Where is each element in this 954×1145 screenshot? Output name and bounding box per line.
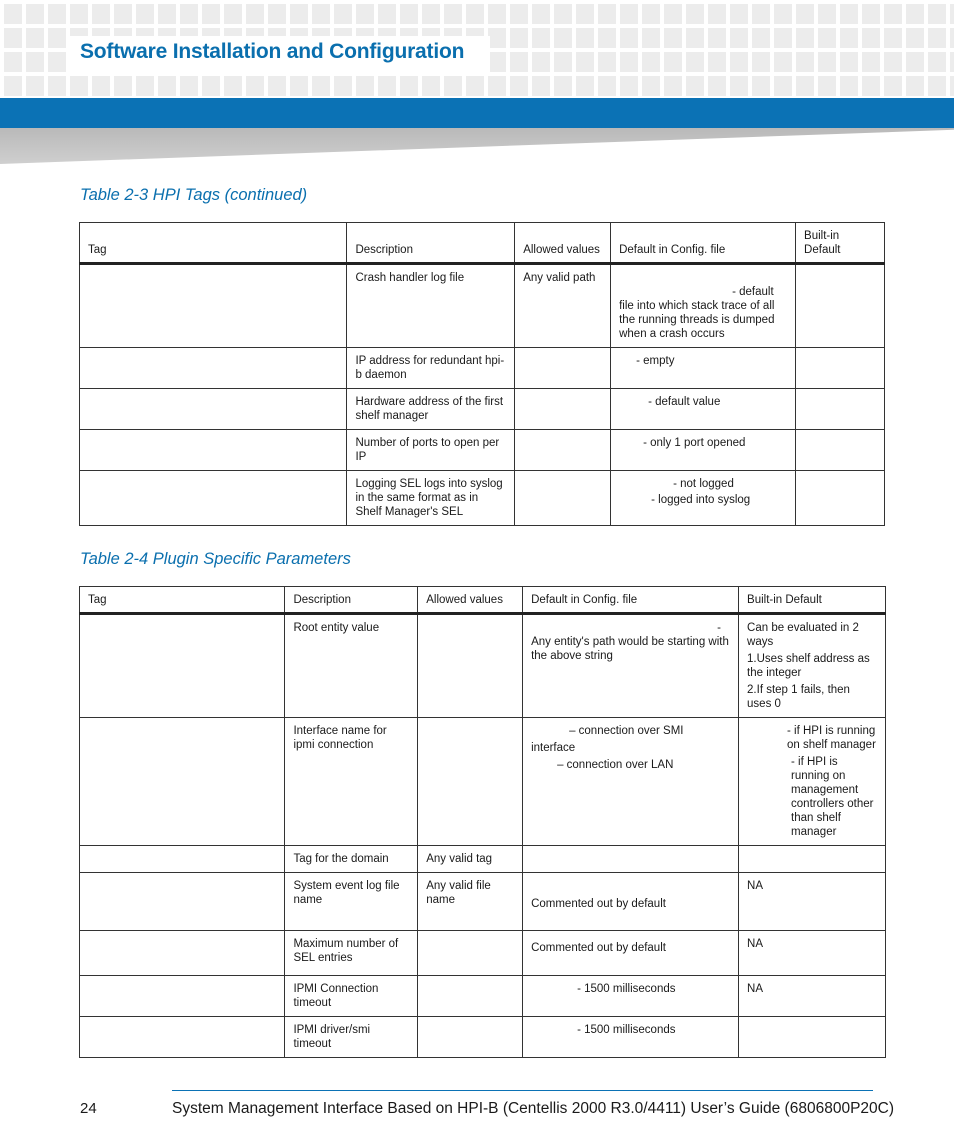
default-config-cell-line: – connection over SMI bbox=[569, 725, 684, 737]
builtin-default-cell-line: NA bbox=[747, 938, 764, 950]
allowed-values-cell bbox=[418, 614, 523, 718]
builtin-default-cell bbox=[796, 348, 885, 389]
table-row bbox=[80, 264, 885, 348]
allowed-values-cell: Any valid file name bbox=[418, 873, 523, 931]
builtin-default-cell-line bbox=[747, 1023, 877, 1037]
description-cell: System event log file name bbox=[285, 873, 418, 931]
default-config-cell bbox=[611, 471, 796, 526]
tag-cell bbox=[80, 614, 285, 718]
tag-cell bbox=[80, 718, 285, 846]
builtin-default-cell-line: NA bbox=[747, 983, 764, 995]
description-cell: IPMI Connection timeout bbox=[285, 976, 418, 1017]
builtin-default-cell-line: - if HPI is running on management controllers other than shelf manager bbox=[791, 756, 874, 838]
default-config-cell bbox=[611, 430, 796, 471]
default-config-cell-line: - logged into syslog bbox=[651, 494, 751, 506]
builtin-default-cell bbox=[739, 976, 886, 1017]
tag-cell bbox=[80, 264, 347, 348]
table-row bbox=[80, 430, 885, 471]
table1-header-builtin: Built-in Default bbox=[796, 223, 885, 264]
description-cell: Root entity value bbox=[285, 614, 418, 718]
default-config-cell bbox=[611, 389, 796, 430]
tag-cell bbox=[80, 931, 285, 976]
tag-cell bbox=[80, 389, 347, 430]
allowed-values-cell bbox=[418, 718, 523, 846]
builtin-default-cell-line: 2.If step 1 fails, then uses 0 bbox=[747, 684, 850, 710]
builtin-default-cell bbox=[739, 931, 886, 976]
builtin-default-cell-line bbox=[747, 852, 877, 866]
table2-header-default: Default in Config. file bbox=[523, 587, 739, 614]
default-config-cell-line bbox=[531, 879, 730, 897]
default-config-cell-line: - 1500 milliseconds bbox=[577, 983, 676, 995]
builtin-default-cell bbox=[739, 614, 886, 718]
tag-cell bbox=[80, 348, 347, 389]
default-config-cell bbox=[523, 976, 739, 1017]
page-number: 24 bbox=[80, 1100, 97, 1117]
default-config-cell bbox=[611, 348, 796, 389]
description-cell: IP address for redundant hpi-b daemon bbox=[347, 348, 515, 389]
footer-document-title: System Management Interface Based on HPI-B (Centellis 2000 R3.0/4411) User’s Guide (6806800P20C) bbox=[172, 1100, 894, 1117]
hpi-tags-table bbox=[79, 222, 885, 526]
table-row bbox=[80, 348, 885, 389]
default-config-cell-line: file into which stack trace of all bbox=[619, 300, 775, 312]
description-cell: Number of ports to open per IP bbox=[347, 430, 515, 471]
table-row bbox=[80, 389, 885, 430]
table-row bbox=[80, 931, 886, 976]
builtin-default-cell bbox=[796, 471, 885, 526]
allowed-values-cell bbox=[515, 348, 611, 389]
allowed-values-cell bbox=[418, 1017, 523, 1058]
tag-cell bbox=[80, 846, 285, 873]
table-row bbox=[80, 614, 886, 718]
table2-header-description: Description bbox=[285, 587, 418, 614]
default-config-cell-line: Commented out by default bbox=[531, 942, 666, 954]
table2-header-builtin: Built-in Default bbox=[739, 587, 886, 614]
builtin-default-cell bbox=[739, 718, 886, 846]
builtin-default-cell bbox=[739, 1017, 886, 1058]
builtin-default-cell bbox=[796, 430, 885, 471]
default-config-cell-line: - 1500 milliseconds bbox=[577, 1024, 676, 1036]
tag-cell bbox=[80, 873, 285, 931]
table1-header-default: Default in Config. file bbox=[611, 223, 796, 264]
tag-cell bbox=[80, 1017, 285, 1058]
default-config-cell-line: interface bbox=[531, 742, 576, 754]
table-row bbox=[80, 873, 886, 931]
default-config-cell-line: - empty bbox=[636, 355, 675, 367]
table1-header-tag: Tag bbox=[80, 223, 347, 264]
description-cell: IPMI driver/smi timeout bbox=[285, 1017, 418, 1058]
builtin-default-cell bbox=[796, 389, 885, 430]
default-config-cell bbox=[523, 931, 739, 976]
builtin-default-cell bbox=[796, 264, 885, 348]
table-row bbox=[80, 471, 885, 526]
default-config-cell bbox=[523, 873, 739, 931]
description-cell: Interface name for ipmi connection bbox=[285, 718, 418, 846]
default-config-cell-line: - default bbox=[732, 286, 774, 298]
builtin-default-cell-line: - if HPI is running on shelf manager bbox=[787, 725, 876, 751]
allowed-values-cell: Any valid tag bbox=[418, 846, 523, 873]
default-config-cell-line: Any entity's path would be starting with the above string bbox=[531, 636, 729, 662]
default-config-cell bbox=[523, 846, 739, 873]
description-cell: Maximum number of SEL entries bbox=[285, 931, 418, 976]
table1-header-description: Description bbox=[347, 223, 515, 264]
section-title: Software Installation and Configuration bbox=[80, 40, 465, 63]
tag-cell bbox=[80, 430, 347, 471]
builtin-default-cell-line: 1.Uses shelf address as the integer bbox=[747, 653, 870, 679]
default-config-cell-line bbox=[531, 852, 730, 866]
description-cell: Crash handler log file bbox=[347, 264, 515, 348]
tag-cell bbox=[80, 471, 347, 526]
table1-header-allowed: Allowed values bbox=[515, 223, 611, 264]
table-row bbox=[80, 846, 886, 873]
default-config-cell-line: - not logged bbox=[673, 478, 734, 490]
description-cell: Hardware address of the first shelf manager bbox=[347, 389, 515, 430]
table2-caption: Table 2-4 Plugin Specific Parameters bbox=[80, 550, 351, 568]
description-cell: Tag for the domain bbox=[285, 846, 418, 873]
allowed-values-cell bbox=[515, 389, 611, 430]
table1-caption: Table 2-3 HPI Tags (continued) bbox=[80, 186, 308, 204]
allowed-values-cell bbox=[418, 931, 523, 976]
default-config-cell bbox=[523, 1017, 739, 1058]
allowed-values-cell bbox=[515, 471, 611, 526]
default-config-cell-line: the running threads is dumped bbox=[619, 314, 775, 326]
table-row bbox=[80, 1017, 886, 1058]
allowed-values-cell bbox=[418, 976, 523, 1017]
default-config-cell-line: – connection over LAN bbox=[557, 759, 674, 771]
table-row bbox=[80, 976, 886, 1017]
default-config-cell-line: - bbox=[717, 622, 721, 634]
builtin-default-cell bbox=[739, 846, 886, 873]
builtin-default-cell-line: NA bbox=[747, 880, 764, 892]
default-config-cell-line bbox=[619, 271, 787, 285]
builtin-default-cell-line: Can be evaluated in 2 ways bbox=[747, 622, 859, 648]
default-config-cell-line: - default value bbox=[648, 396, 721, 408]
default-config-cell-line: when a crash occurs bbox=[619, 328, 725, 340]
default-config-cell bbox=[523, 718, 739, 846]
table-row bbox=[80, 718, 886, 846]
plugin-parameters-table bbox=[79, 586, 886, 1058]
allowed-values-cell bbox=[515, 430, 611, 471]
default-config-cell-line: Commented out by default bbox=[531, 898, 666, 910]
header-gray-wedge bbox=[0, 128, 954, 164]
default-config-cell-line: - only 1 port opened bbox=[643, 437, 746, 449]
footer-rule bbox=[172, 1090, 873, 1091]
default-config-cell bbox=[611, 264, 796, 348]
tag-cell bbox=[80, 976, 285, 1017]
builtin-default-cell bbox=[739, 873, 886, 931]
allowed-values-cell: Any valid path bbox=[515, 264, 611, 348]
table2-header-allowed: Allowed values bbox=[418, 587, 523, 614]
header-blue-bar bbox=[0, 98, 954, 128]
description-cell: Logging SEL logs into syslog in the same format as in Shelf Manager's SEL bbox=[347, 471, 515, 526]
table2-header-tag: Tag bbox=[80, 587, 285, 614]
default-config-cell bbox=[523, 614, 739, 718]
